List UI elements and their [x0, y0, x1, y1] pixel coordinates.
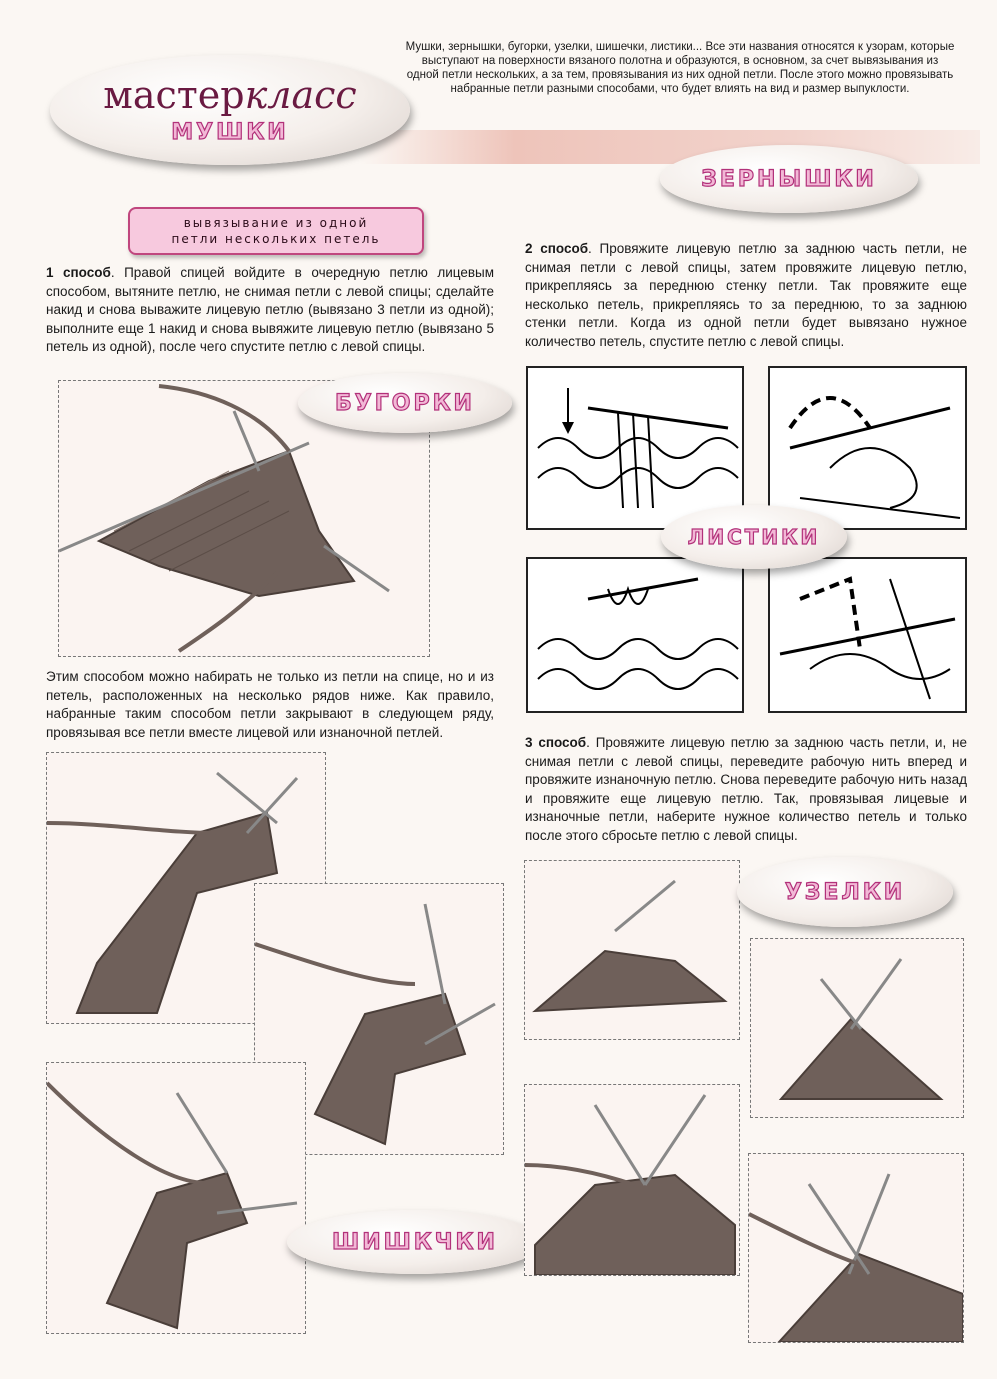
- method3-paragraph: 3 способ. Провяжите лицевую петлю за заднюю часть петли, и, не снимая петли с левой спицы, переведите рабочую нить вперед и провяжите изнаночную петлю. Снова переведите рабочую нить назад и провяжите еще лицевую петлю. Так, провязывая лицевые и изнаночные петли, наберите нужное количество петель и только после этого сбросьте петлю с левой спицы.: [525, 735, 967, 843]
- knitting-photo-5: [525, 861, 739, 1039]
- title-badge: [50, 55, 410, 165]
- intro-text: Мушки, зернышки, бугорки, узелки, шишечки, листики... Все эти названия относятся к узорам, которые выступают на поверхности вязаного полотна и образуются, в основном, за счет вывязывания из одной петли нескольких, а за тем, провязывания из них одной петли. После этого можно провязывать набранные петли разными способами, что будет влиять на вид и размер выпуклости.: [405, 41, 955, 95]
- knitting-photo-8: [749, 1154, 963, 1342]
- method1-paragraph: 1 способ. Правой спицей войдите в очередную петлю лицевым способом, вытяните петлю, не снимая петли с левой спицы; сделайте накид и снова выважите лицевую петлю (вывязано 3 петли из одной); выполните еще 1 накид и снова вывяжите лицевую петлю (вывязано 5 петель из одной), после чего спустите петлю с левой спицы.: [46, 265, 494, 354]
- stitch-diagram-2: [770, 368, 965, 528]
- section-heading-line2: петли нескольких петель: [171, 232, 381, 246]
- stitch-diagram-4: [770, 559, 965, 711]
- knitting-photo-7: [525, 1085, 739, 1275]
- knitting-photo-4: [47, 1063, 305, 1333]
- section-heading: [128, 207, 424, 255]
- photo-right-3: [524, 1084, 740, 1276]
- diagram-1: [526, 366, 744, 530]
- page-title: мастеркласс: [103, 72, 357, 117]
- diagram-2: [768, 366, 967, 530]
- diagram-4: [768, 557, 967, 713]
- method2-paragraph: 2 способ. Провяжите лицевую петлю за заднюю часть петли, не снимая петли с левой спицы, затем провяжите лицевую петлю, прикрепляясь за переднюю стенку петли. Так провяжите еще несколько петель, прикрепляясь то за переднюю, то за заднюю стенки петли. Когда из одной петли будет вывязано нужное количество петель, спустите петлю с левой спицы.: [525, 241, 967, 349]
- section-heading-line1: вывязывание из одной: [183, 216, 369, 230]
- label-shishechki: ШИШКЧКИ: [287, 1210, 543, 1274]
- label-listiki: ЛИСТИКИ: [661, 505, 847, 569]
- photo-right-1: [524, 860, 740, 1040]
- photo-right-2: [750, 938, 964, 1118]
- label-zernyshki: ЗЕРНЫШКИ: [660, 145, 918, 213]
- diagram-3: [526, 557, 744, 713]
- stitch-diagram-1: [528, 368, 742, 528]
- method1-note: Этим способом можно набирать не только из петли на спице, но и из петель, расположенных на несколько рядов ниже. Как правило, набранные таким способом петли закрывают в следующем ряду, провязывая все петли вместе лицевой или изнаночной петлей.: [46, 669, 494, 740]
- stitch-diagram-3: [528, 559, 742, 711]
- photo-right-4: [748, 1153, 964, 1343]
- photo-left-3: [46, 1062, 306, 1334]
- label-bugorki: БУГОРКИ: [298, 373, 512, 433]
- page-subtitle: МУШКИ: [171, 119, 289, 145]
- knitting-photo-6: [751, 939, 963, 1117]
- label-uzelki: УЗЕЛКИ: [737, 857, 953, 927]
